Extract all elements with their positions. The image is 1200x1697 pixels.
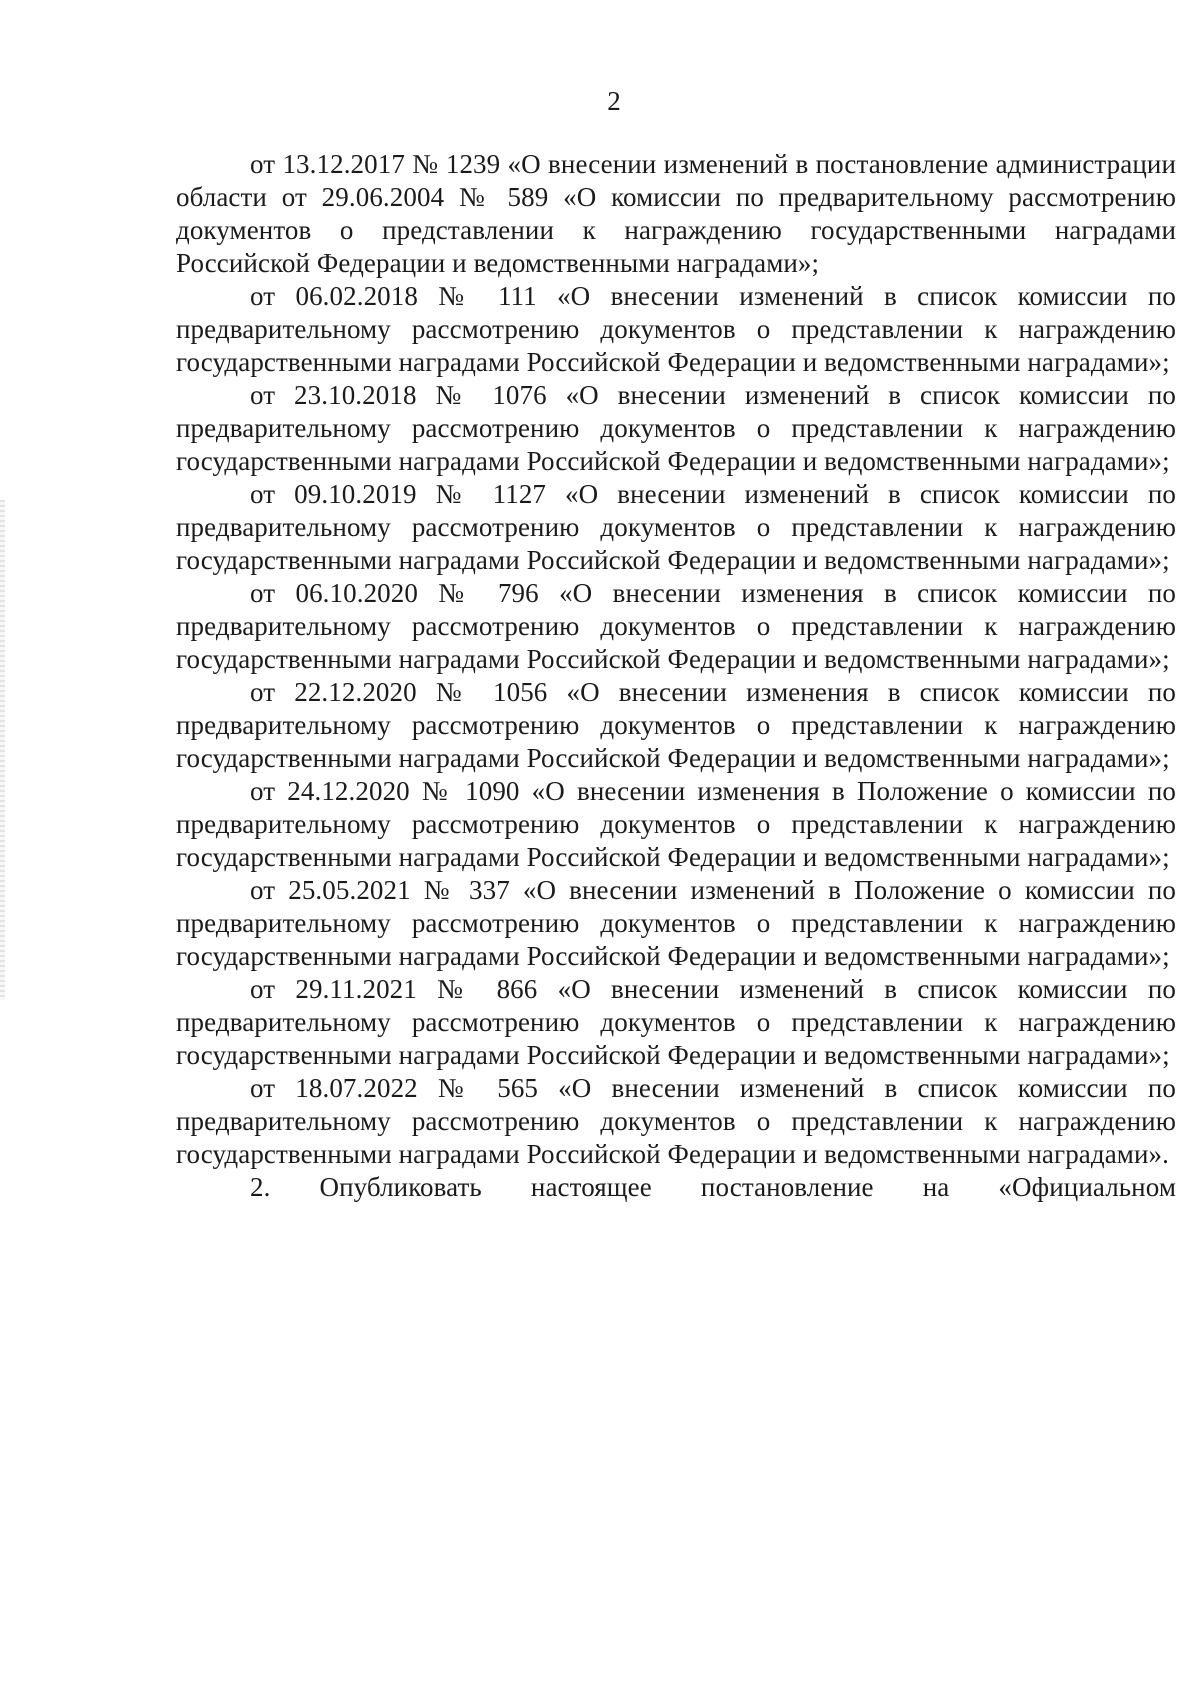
amendment-item-2018-111: от 06.02.2018 № 111 «О внесении изменений в список комиссии по предварительному рассмотрению документов о представлении к награждению государственными наградами Российской Федерации и ведомственными наградами»; <box>176 281 1176 377</box>
amendment-item-2021-337: от 25.05.2021 № 337 «О внесении изменений в Положение о комиссии по предварительному рассмотрению документов о представлении к награждению государственными наградами Российской Федерации и ведомственными наградами»; <box>176 875 1176 971</box>
amendment-item-2022-565: от 18.07.2022 № 565 «О внесении изменений в список комиссии по предварительному рассмотрению документов о представлении к награждению государственными наградами Российской Федерации и ведомственными наградами». <box>176 1073 1176 1169</box>
document-body <box>176 148 1176 1204</box>
publication-clause: 2. Опубликовать настоящее постановление на «Официальном <box>250 1172 1176 1202</box>
amendment-item-2018-1076: от 23.10.2018 № 1076 «О внесении изменений в список комиссии по предварительному рассмотрению документов о представлении к награждению государственными наградами Российской Федерации и ведомственными наградами»; <box>176 380 1176 476</box>
amendment-item-2017-1239: от 13.12.2017 № 1239 «О внесении изменений в постановление администрации области от 29.06.2004 № 589 «О комиссии по предварительному рассмотрению документов о представлении к награждению государственными наградами Российской Федерации и ведомственными наградами»; <box>176 149 1176 278</box>
amendment-item-2020-1056: от 22.12.2020 № 1056 «О внесении изменения в список комиссии по предварительному рассмотрению документов о представлении к награждению государственными наградами Российской Федерации и ведомственными наградами»; <box>176 677 1176 773</box>
amendment-item-2019-1127: от 09.10.2019 № 1127 «О внесении изменений в список комиссии по предварительному рассмотрению документов о представлении к награждению государственными наградами Российской Федерации и ведомственными наградами»; <box>176 479 1176 575</box>
scan-edge-artifact <box>0 500 5 1000</box>
amendment-item-2021-866: от 29.11.2021 № 866 «О внесении изменений в список комиссии по предварительному рассмотрению документов о представлении к награждению государственными наградами Российской Федерации и ведомственными наградами»; <box>176 974 1176 1070</box>
amendment-item-2020-1090: от 24.12.2020 № 1090 «О внесении изменения в Положение о комиссии по предварительному рассмотрению документов о представлении к награждению государственными наградами Российской Федерации и ведомственными наградами»; <box>176 776 1176 872</box>
page-number: 2 <box>607 86 621 116</box>
amendment-item-2020-796: от 06.10.2020 № 796 «О внесении изменения в список комиссии по предварительному рассмотрению документов о представлении к награждению государственными наградами Российской Федерации и ведомственными наградами»; <box>176 578 1176 674</box>
